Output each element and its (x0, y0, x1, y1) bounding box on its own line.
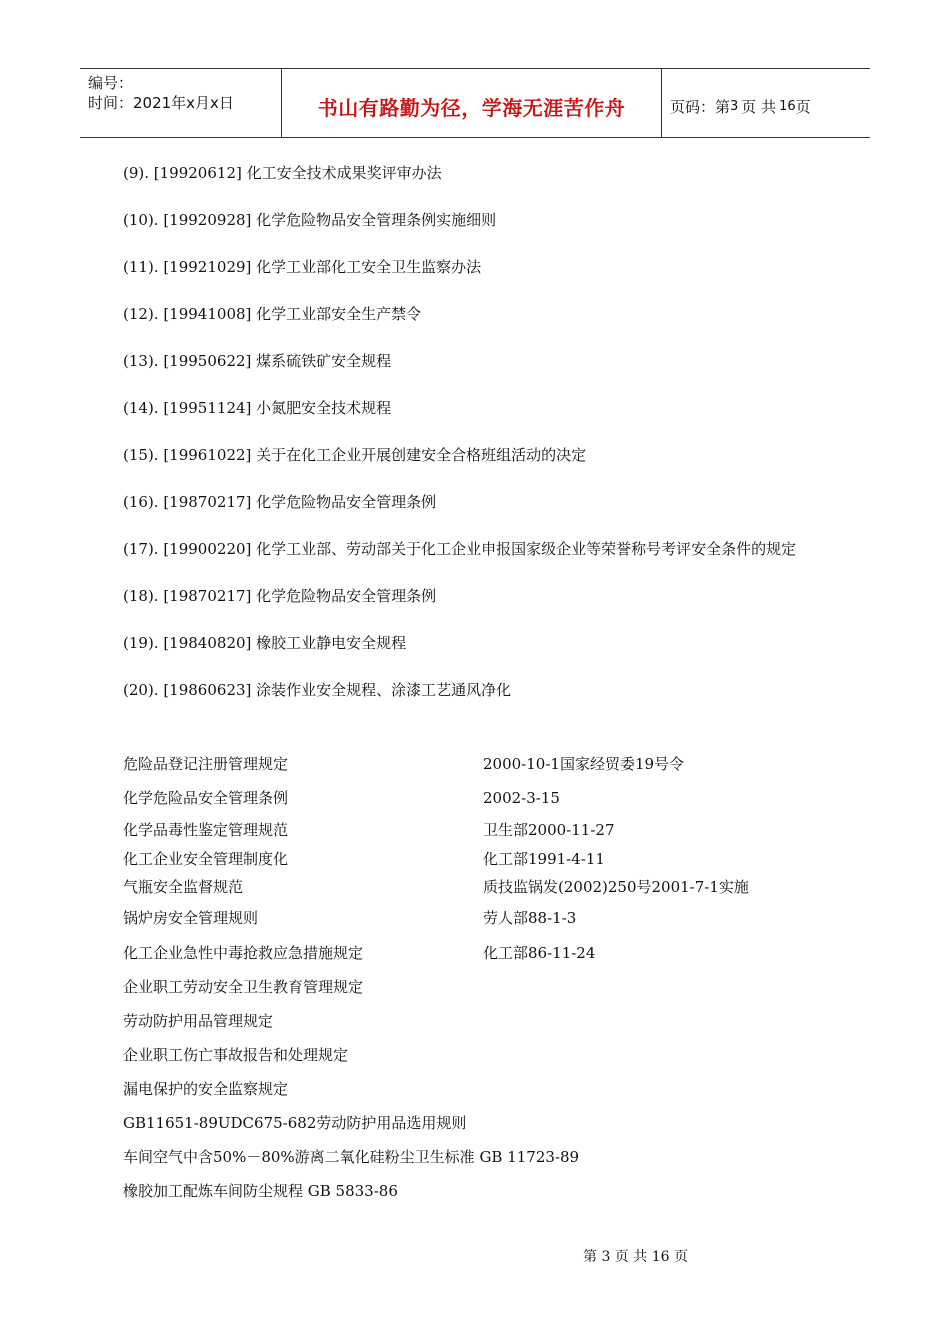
regulation-name: 气瓶安全监督规范 (123, 878, 244, 896)
document-time-label: 时间：2021年x月x日 (88, 94, 234, 112)
list-item: (19). [19840820] 橡胶工业静电安全规程 (123, 634, 407, 652)
regulation-name: 企业职工劳动安全卫生教育管理规定 (123, 978, 364, 996)
regulation-info: 化工部86-11-24 (483, 944, 596, 962)
table-row (123, 786, 828, 810)
regulation-name: 企业职工伤亡事故报告和处理规定 (123, 1046, 349, 1064)
page-code-mid: 页 共 (741, 97, 777, 116)
regulation-info: 化工部1991-4-11 (483, 850, 605, 868)
list-item: (20). [19860623] 涂装作业安全规程、涂漆工艺通风净化 (123, 681, 512, 699)
header-motto: 书山有路勤为径，学海无涯苦作舟 (282, 69, 662, 137)
list-item: (10). [19920928] 化学危险物品安全管理条例实施细则 (123, 211, 497, 229)
list-item: (11). [19921029] 化学工业部化工安全卫生监察办法 (123, 258, 482, 276)
table-row (123, 875, 828, 899)
page-header (80, 68, 870, 138)
table-row (123, 1043, 828, 1067)
page-code-current: 3 (730, 98, 739, 114)
regulation-name: GB11651-89UDC675-682劳动防护用品选用规则 (123, 1114, 467, 1132)
regulation-list (123, 752, 828, 1203)
list-item: (13). [19950622] 煤系硫铁矿安全规程 (123, 352, 392, 370)
table-row (123, 1077, 828, 1101)
table-row (123, 818, 828, 842)
regulation-info: 2002-3-15 (483, 789, 560, 807)
table-row (123, 975, 828, 999)
page-code-suffix: 页 (795, 97, 811, 116)
regulation-name: 锅炉房安全管理规则 (123, 909, 259, 927)
page-footer: 第 3 页 共 16 页 (583, 1249, 688, 1265)
regulation-name: 橡胶加工配炼车间防尘规程 GB 5833-86 (123, 1182, 398, 1200)
list-item: (16). [19870217] 化学危险物品安全管理条例 (123, 493, 437, 511)
regulation-name: 车间空气中含50%－80%游离二氧化硅粉尘卫生标准 GB 11723-89 (123, 1148, 580, 1166)
list-item: (14). [19951124] 小氮肥安全技术规程 (123, 399, 392, 417)
regulation-name: 化学品毒性鉴定管理规范 (123, 821, 289, 839)
page-code-prefix: 页码：第 (670, 97, 731, 116)
law-list (123, 161, 828, 725)
list-item: (9). [19920612] 化工安全技术成果奖评审办法 (123, 164, 442, 182)
table-row (123, 1145, 828, 1169)
table-row (123, 906, 828, 930)
table-row (123, 1179, 828, 1203)
regulation-name: 化工企业急性中毒抢救应急措施规定 (123, 944, 364, 962)
table-row (123, 1009, 828, 1033)
regulation-info: 2000-10-1国家经贸委19号令 (483, 755, 685, 773)
table-row (123, 1111, 828, 1135)
regulation-info: 质技监锅发(2002)250号2001-7-1实施 (483, 878, 749, 896)
list-item: (18). [19870217] 化学危险物品安全管理条例 (123, 587, 437, 605)
list-item: (15). [19961022] 关于在化工企业开展创建安全合格班组活动的决定 (123, 446, 587, 464)
regulation-name: 化学危险品安全管理条例 (123, 789, 289, 807)
document-number-label: 编号： (88, 74, 134, 92)
regulation-name: 化工企业安全管理制度化 (123, 850, 289, 868)
regulation-info: 卫生部2000-11-27 (483, 821, 615, 839)
table-row (123, 941, 828, 965)
table-row (123, 752, 828, 776)
list-item: (17). [19900220] 化学工业部、劳动部关于化工企业申报国家级企业等荣誉称号考评安全条件的规定 (123, 540, 797, 558)
list-item: (12). [19941008] 化学工业部安全生产禁令 (123, 305, 422, 323)
regulation-name: 漏电保护的安全监察规定 (123, 1080, 289, 1098)
regulation-name: 危险品登记注册管理规定 (123, 755, 289, 773)
regulation-name: 劳动防护用品管理规定 (123, 1012, 274, 1030)
table-row (123, 847, 828, 871)
header-meta (80, 69, 282, 137)
regulation-info: 劳人部88-1-3 (483, 909, 577, 927)
page-code-total: 16 (779, 98, 796, 114)
header-page-code (662, 69, 870, 137)
